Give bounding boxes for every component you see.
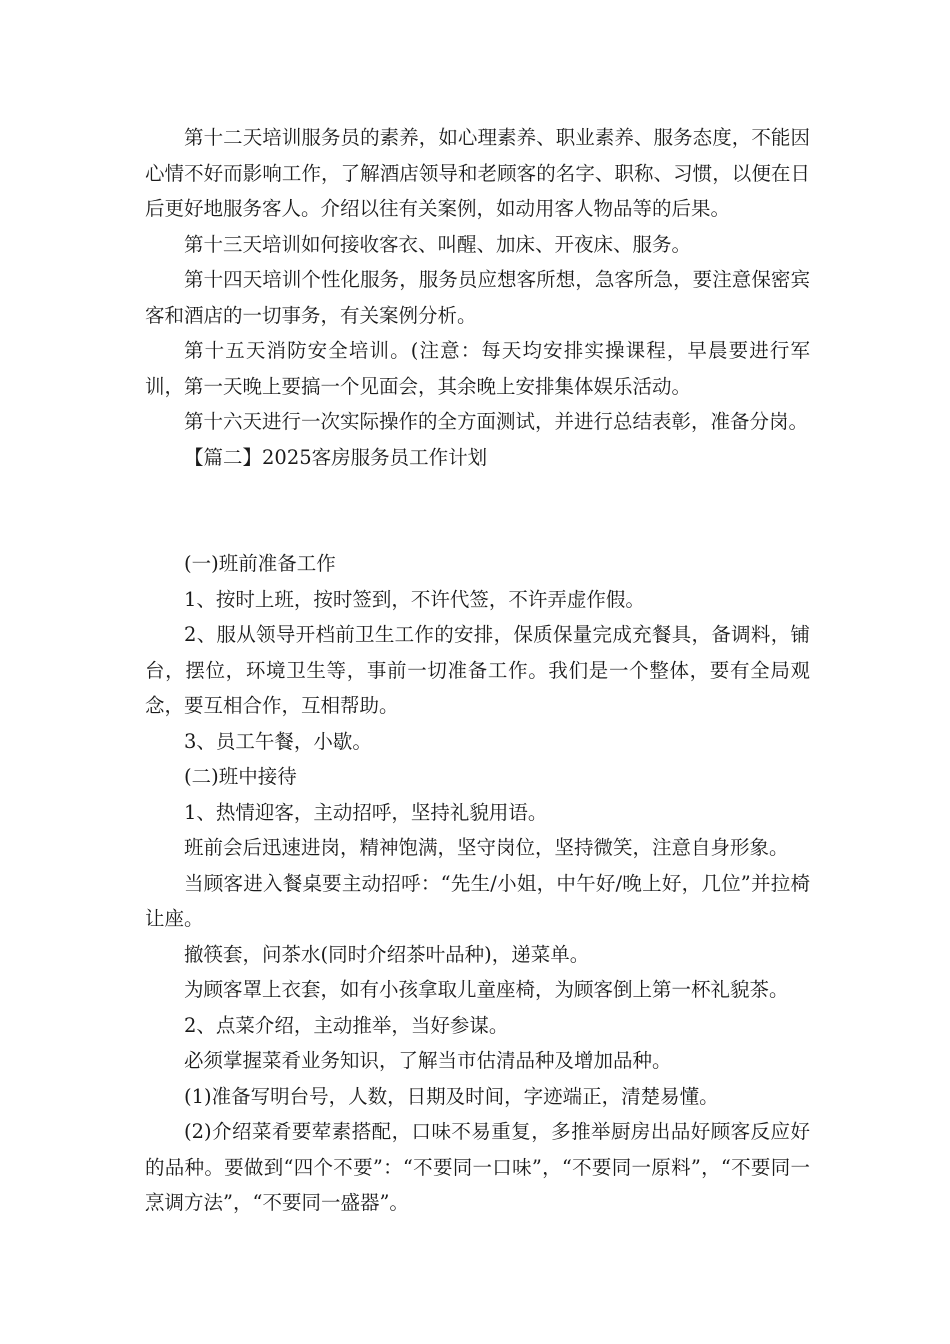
list-item: 2、点菜介绍，主动推举，当好参谋。 bbox=[184, 1013, 509, 1037]
paragraph-day-16: 第十六天进行一次实际操作的全方面测试，并进行总结表彰，准备分岗。 bbox=[184, 410, 809, 433]
subheading-in-shift: (二)班中接待 bbox=[184, 765, 297, 788]
paragraph: 必须掌握菜肴业务知识，了解当市估清品种及增加品种。 bbox=[184, 1049, 672, 1072]
list-item: (2)介绍菜肴要荤素搭配，口味不易重复，多推举厨房出品好顾客反应好的品种。要做到“四个不要”：“不要同一口味”，“不要同一原料”，“不要同一烹调方法”，“不要同一盛器”。 bbox=[145, 1120, 810, 1214]
paragraph: 当顾客进入餐桌要主动招呼：“先生/小姐，中午好/晚上好，几位”并拉椅让座。 bbox=[145, 871, 810, 930]
paragraph-day-14: 第十四天培训个性化服务，服务员应想客所想，急客所急，要注意保密宾客和酒店的一切事务，有关案例分析。 bbox=[145, 268, 810, 327]
paragraph: 班前会后迅速进岗，精神饱满，坚守岗位，坚持微笑，注意自身形象。 bbox=[184, 836, 789, 859]
paragraph: 撤筷套，问茶水(同时介绍茶叶品种)，递菜单。 bbox=[184, 942, 590, 966]
list-item: (1)准备写明台号，人数，日期及时间，字迹端正，清楚易懂。 bbox=[184, 1084, 719, 1108]
section-heading: 【篇二】2025客房服务员工作计划 bbox=[184, 445, 488, 469]
list-item: 1、按时上班，按时签到，不许代签，不许弄虚作假。 bbox=[184, 587, 645, 611]
paragraph-day-12: 第十二天培训服务员的素养，如心理素养、职业素养、服务态度，不能因心情不好而影响工作，了解酒店领导和老顾客的名字、职称、习惯，以便在日后更好地服务客人。介绍以往有关案例，如动用客人物品等的后果。 bbox=[145, 126, 810, 220]
paragraph-day-13: 第十三天培训如何接收客衣、叫醒、加床、开夜床、服务。 bbox=[184, 232, 692, 256]
list-item: 2、服从领导开档前卫生工作的安排，保质保量完成充餐具，备调料，铺台，摆位，环境卫生等，事前一切准备工作。我们是一个整体，要有全局观念，要互相合作，互相帮助。 bbox=[145, 623, 810, 717]
list-item: 3、员工午餐，小歇。 bbox=[184, 729, 372, 753]
document-body bbox=[145, 120, 810, 1221]
subheading-pre-shift: (一)班前准备工作 bbox=[184, 552, 336, 575]
paragraph-day-15: 第十五天消防安全培训。(注意：每天均安排实操课程，早晨要进行军训，第一天晚上要搞一个见面会，其余晚上安排集体娱乐活动。 bbox=[145, 339, 810, 398]
list-item: 1、热情迎客，主动招呼，坚持礼貌用语。 bbox=[184, 800, 548, 824]
paragraph: 为顾客罩上衣套，如有小孩拿取儿童座椅，为顾客倒上第一杯礼貌茶。 bbox=[184, 978, 789, 1001]
